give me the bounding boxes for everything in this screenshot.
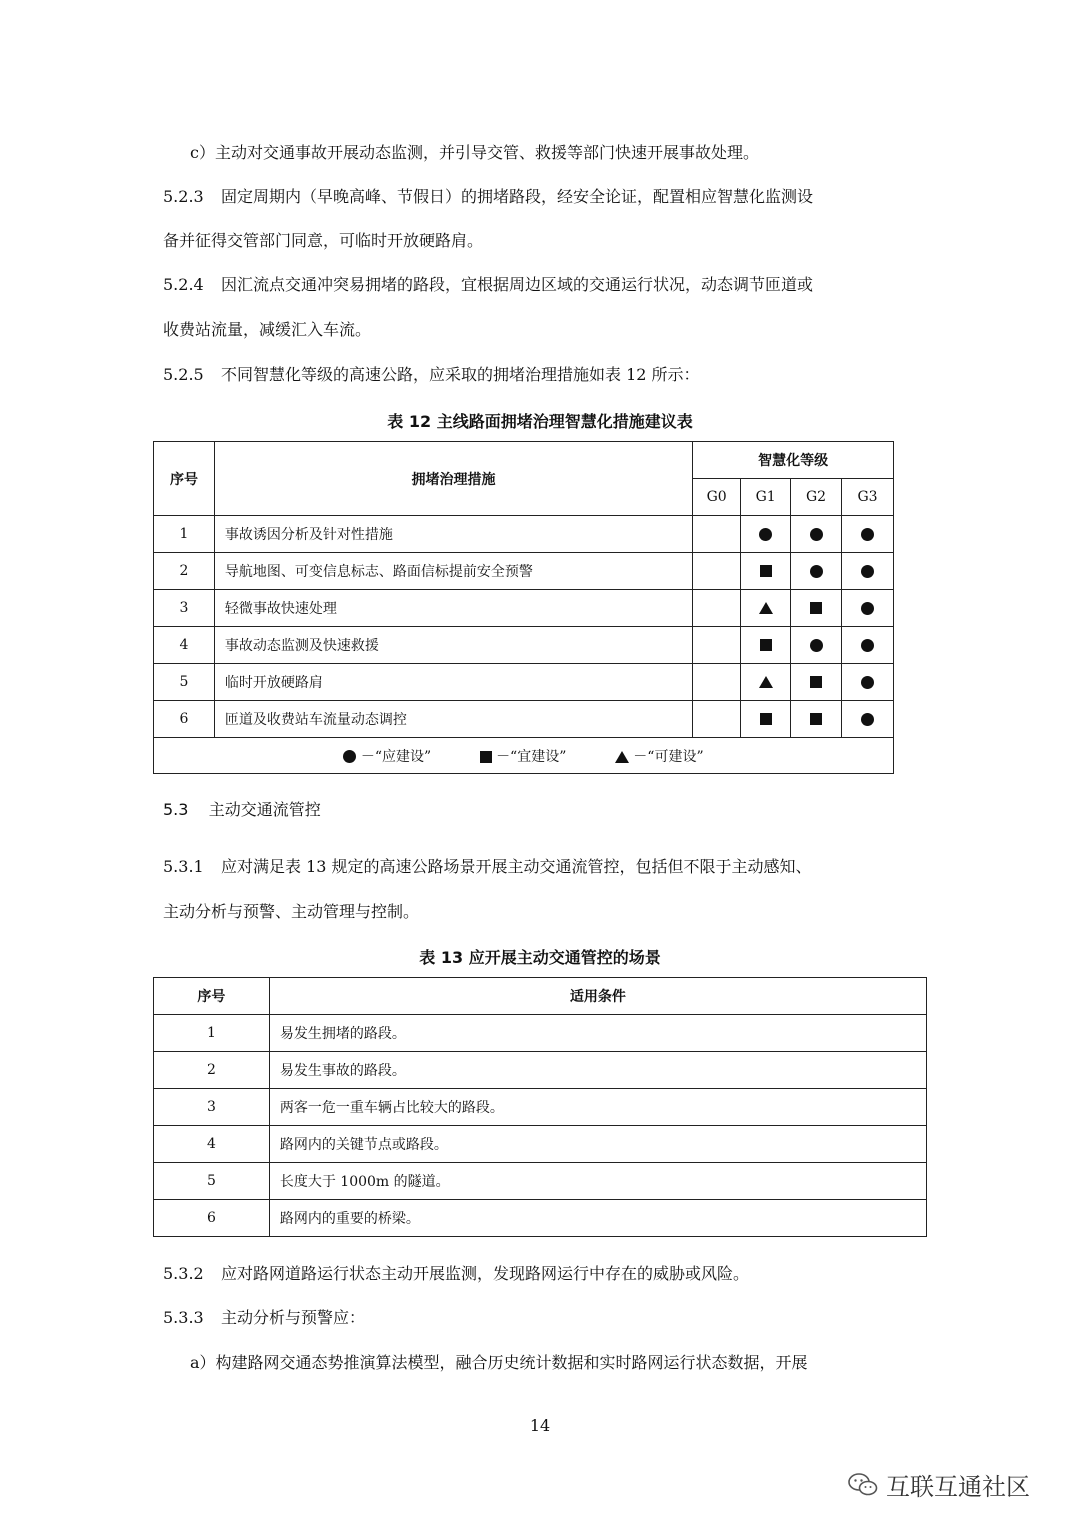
row-number: 2 [154,553,215,590]
filled-circle-icon [861,639,874,652]
watermark [848,1467,1030,1502]
condition-cell: 两客一危一重车辆占比较大的路段。 [269,1089,926,1126]
measure-cell: 临时开放硬路肩 [214,664,692,701]
row-number: 6 [154,1200,270,1237]
row-number: 1 [154,516,215,553]
row-number: 4 [154,1126,270,1163]
level-cell-g0 [693,664,741,701]
legend-square-label: －“宜建设” [496,748,567,765]
table-13-body [154,1015,927,1237]
header-no: 序号 [154,442,215,516]
clause-text: 固定周期内（早晚高峰、节假日）的拥堵路段，经安全论证，配置相应智慧化监测设 [221,187,814,206]
level-cell-g3 [842,553,894,590]
paragraph-5-2-3 [163,187,813,207]
clause-number: 5.2.4 [163,275,204,294]
level-cell-g2 [791,516,842,553]
header-level: 智慧化等级 [693,442,894,479]
paragraph-5-2-3-cont: 备并征得交管部门同意，可临时开放硬路肩。 [163,231,484,250]
level-cell-g2 [791,627,842,664]
paragraph-5-3-3 [163,1308,365,1328]
level-cell-g0 [693,627,741,664]
table-12 [153,441,894,774]
level-g3: G3 [842,479,894,516]
level-g2: G2 [791,479,842,516]
header-no: 序号 [154,978,270,1015]
filled-square-icon [760,639,772,651]
row-number: 5 [154,1163,270,1200]
legend-circle [343,746,431,766]
level-cell-g0 [693,701,741,738]
level-cell-g3 [842,701,894,738]
clause-number: 5.3.1 [163,857,204,876]
clause-number: 5.2.3 [163,187,204,206]
page-number: 14 [529,1416,551,1435]
table-row [154,1052,927,1089]
table-row [154,553,894,590]
level-cell-g1 [741,516,791,553]
filled-circle-icon [861,676,874,689]
table-13 [153,977,927,1237]
row-number: 3 [154,590,215,627]
condition-cell: 路网内的重要的桥梁。 [269,1200,926,1237]
table-row [154,590,894,627]
legend-triangle [615,746,704,766]
level-cell-g2 [791,664,842,701]
filled-square-icon [810,676,822,688]
filled-square-icon [480,751,492,763]
table-12-caption: 表 12 主线路面拥堵治理智慧化措施建议表 [387,412,693,431]
table-13-caption: 表 13 应开展主动交通管控的场景 [419,948,661,967]
filled-circle-icon [861,602,874,615]
wechat-icon [848,1472,878,1498]
level-g0: G0 [693,479,741,516]
filled-circle-icon [861,528,874,541]
level-cell-g0 [693,590,741,627]
legend-triangle-label: －“可建设” [633,748,704,765]
table-row [154,1163,927,1200]
level-cell-g1 [741,553,791,590]
row-number: 5 [154,664,215,701]
level-cell-g1 [741,627,791,664]
condition-cell: 路网内的关键节点或路段。 [269,1126,926,1163]
header-measure: 拥堵治理措施 [214,442,692,516]
paragraph-a: a）构建路网交通态势推演算法模型，融合历史统计数据和实时路网运行状态数据，开展 [190,1353,808,1372]
level-cell-g0 [693,553,741,590]
row-number: 6 [154,701,215,738]
paragraph-5-2-4-cont: 收费站流量，减缓汇入车流。 [163,320,372,339]
paragraph-5-3-1-cont: 主动分析与预警、主动管理与控制。 [163,902,420,921]
table-row [154,701,894,738]
filled-triangle-icon [615,751,629,763]
measure-cell: 导航地图、可变信息标志、路面信标提前安全预警 [214,553,692,590]
filled-circle-icon [810,528,823,541]
filled-circle-icon [810,639,823,652]
paragraph-5-3-1 [163,857,812,877]
clause-text: 应对满足表 13 规定的高速公路场景开展主动交通流管控，包括但不限于主动感知、 [221,857,812,876]
filled-circle-icon [861,565,874,578]
table-12-legend [154,738,894,774]
condition-cell: 长度大于 1000m 的隧道。 [269,1163,926,1200]
level-cell-g1 [741,590,791,627]
filled-square-icon [760,713,772,725]
level-cell-g0 [693,516,741,553]
level-cell-g3 [842,516,894,553]
clause-number: 5.2.5 [163,365,204,384]
level-cell-g3 [842,590,894,627]
section-5-3-title: 5.3 主动交通流管控 [163,800,321,819]
condition-cell: 易发生事故的路段。 [269,1052,926,1089]
level-cell-g2 [791,553,842,590]
table-row [154,1089,927,1126]
row-number: 4 [154,627,215,664]
filled-square-icon [760,565,772,577]
level-cell-g2 [791,590,842,627]
clause-text: 应对路网道路运行状态主动开展监测，发现路网运行中存在的威胁或风险。 [221,1264,750,1283]
level-cell-g3 [842,627,894,664]
filled-circle-icon [759,528,772,541]
paragraph-5-2-5 [163,365,700,385]
legend-square [480,746,567,766]
table-row [154,516,894,553]
legend-circle-label: －“应建设” [360,748,432,765]
filled-triangle-icon [759,602,773,614]
filled-square-icon [810,602,822,614]
table-row [154,1015,927,1052]
watermark-text: 互联互通社区 [886,1473,1030,1501]
row-number: 3 [154,1089,270,1126]
level-g1: G1 [741,479,791,516]
row-number: 2 [154,1052,270,1089]
row-number: 1 [154,1015,270,1052]
filled-circle-icon [343,750,356,763]
clause-number: 5.3.2 [163,1264,204,1283]
level-cell-g1 [741,664,791,701]
filled-circle-icon [861,713,874,726]
table-row [154,664,894,701]
measure-cell: 匝道及收费站车流量动态调控 [214,701,692,738]
level-cell-g2 [791,701,842,738]
condition-cell: 易发生拥堵的路段。 [269,1015,926,1052]
table-row [154,1126,927,1163]
table-row [154,1200,927,1237]
table-12-body [154,516,894,738]
table-row [154,627,894,664]
filled-square-icon [810,713,822,725]
filled-circle-icon [810,565,823,578]
level-cell-g1 [741,701,791,738]
measure-cell: 事故诱因分析及针对性措施 [214,516,692,553]
paragraph-5-2-4 [163,275,813,295]
filled-triangle-icon [759,676,773,688]
clause-text: 不同智慧化等级的高速公路，应采取的拥堵治理措施如表 12 所示： [221,365,700,384]
clause-text: 主动分析与预警应： [221,1308,366,1327]
header-condition: 适用条件 [269,978,926,1015]
paragraph-c: c）主动对交通事故开展动态监测，并引导交管、救援等部门快速开展事故处理。 [190,143,759,162]
paragraph-5-3-2 [163,1264,749,1284]
clause-text: 因汇流点交通冲突易拥堵的路段，宜根据周边区域的交通运行状况，动态调节匝道或 [221,275,814,294]
measure-cell: 事故动态监测及快速救援 [214,627,692,664]
clause-number: 5.3.3 [163,1308,204,1327]
level-cell-g3 [842,664,894,701]
measure-cell: 轻微事故快速处理 [214,590,692,627]
